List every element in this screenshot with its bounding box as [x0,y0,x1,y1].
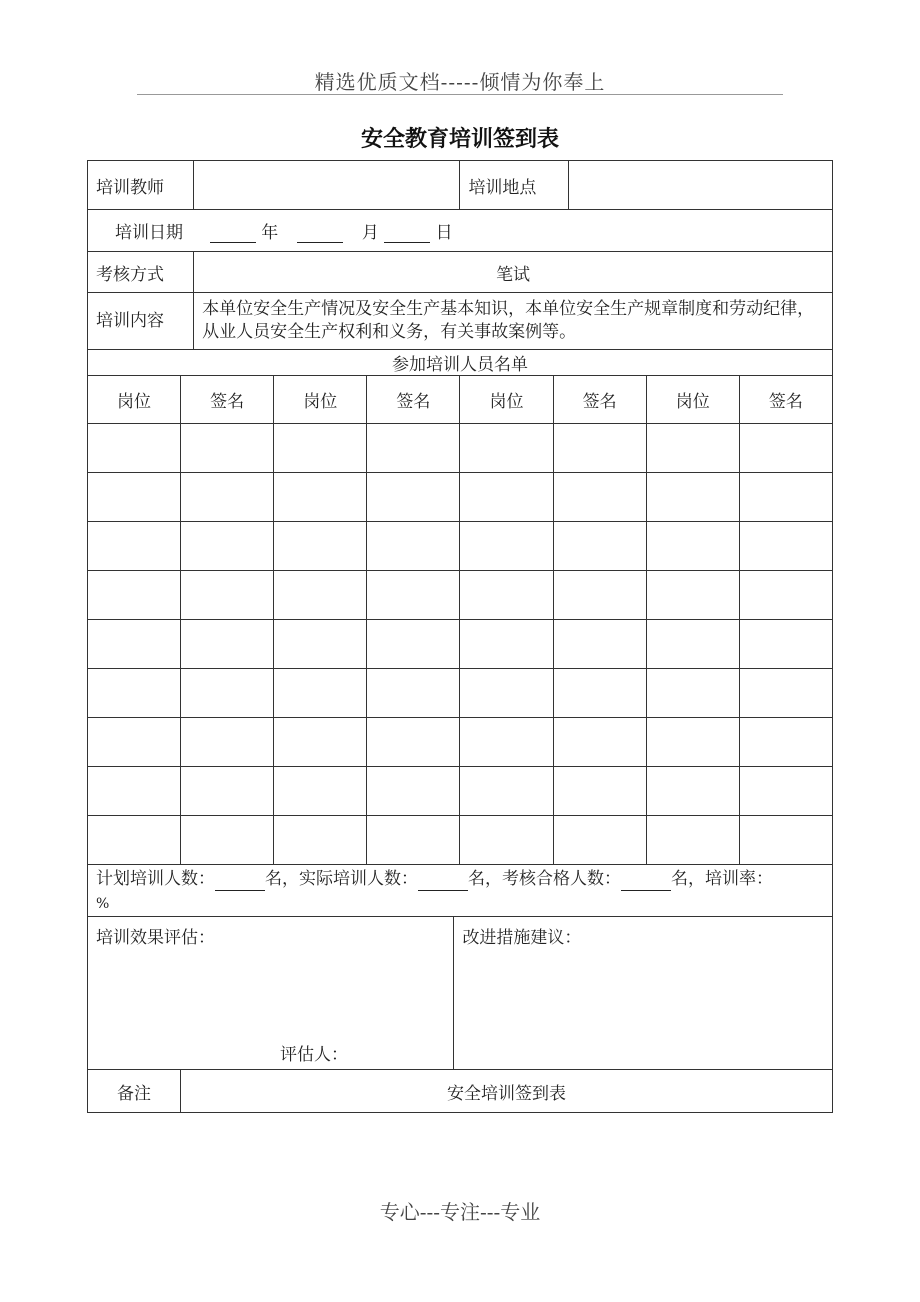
passed-count-blank[interactable] [621,872,671,891]
position-cell[interactable] [88,424,181,473]
position-cell[interactable] [88,620,181,669]
day-blank[interactable] [384,224,430,243]
position-cell[interactable] [88,767,181,816]
column-header: 岗位 [646,376,739,424]
position-cell[interactable] [646,669,739,718]
signature-cell[interactable] [181,522,274,571]
position-cell[interactable] [274,522,367,571]
position-cell[interactable] [88,473,181,522]
page-title: 安全教育培训签到表 [360,126,559,152]
signature-cell[interactable] [739,522,832,571]
position-cell[interactable] [460,571,553,620]
position-cell[interactable] [88,522,181,571]
signature-cell[interactable] [553,473,646,522]
position-cell[interactable] [88,571,181,620]
table-row [88,522,833,571]
signature-cell[interactable] [553,424,646,473]
suggestion-cell[interactable] [454,917,833,1070]
signature-cell[interactable] [739,571,832,620]
position-cell[interactable] [460,473,553,522]
signature-cell[interactable] [181,718,274,767]
remarks-label: 备注 [88,1070,181,1113]
signature-cell[interactable] [367,522,460,571]
position-cell[interactable] [460,816,553,865]
content-label: 培训内容 [88,293,194,350]
training-date-row [88,210,833,252]
actual-count-blank[interactable] [418,872,468,891]
position-cell[interactable] [460,424,553,473]
position-cell[interactable] [460,522,553,571]
page-header: 精选优质文档-----倾情为你奉上 [314,70,606,94]
signature-cell[interactable] [181,767,274,816]
evaluation-cell[interactable] [88,917,454,1070]
signature-cell[interactable] [181,424,274,473]
training-stats-row [88,865,833,917]
position-cell[interactable] [646,767,739,816]
percent-sign: % [96,896,110,912]
signature-cell[interactable] [739,767,832,816]
column-header: 岗位 [460,376,553,424]
signature-cell[interactable] [367,424,460,473]
table-row [88,571,833,620]
training-rate-label: 名，培训率： [671,869,773,889]
date-label: 培训日期 [115,223,183,243]
signature-cell[interactable] [553,767,646,816]
location-field[interactable] [568,161,832,210]
position-cell[interactable] [88,816,181,865]
column-header: 岗位 [274,376,367,424]
signature-cell[interactable] [181,473,274,522]
table-row [88,718,833,767]
signature-cell[interactable] [553,718,646,767]
participants-section-title: 参加培训人员名单 [88,350,833,376]
position-cell[interactable] [460,767,553,816]
table-row [88,767,833,816]
content-value: 本单位安全生产情况及安全生产基本知识，本单位安全生产规章制度和劳动纪律，从业人员安全生产权利和义务，有关事故案例等。 [194,293,833,350]
year-blank[interactable] [210,224,256,243]
year-label: 年 [261,223,279,243]
signature-cell[interactable] [739,718,832,767]
column-header: 签名 [367,376,460,424]
signature-cell[interactable] [739,473,832,522]
position-cell[interactable] [646,571,739,620]
signature-cell[interactable] [553,522,646,571]
signature-cell[interactable] [181,669,274,718]
signature-cell[interactable] [553,620,646,669]
position-cell[interactable] [646,522,739,571]
signature-cell[interactable] [553,816,646,865]
day-label: 日 [435,223,453,243]
position-cell[interactable] [646,816,739,865]
position-cell[interactable] [646,424,739,473]
signature-cell[interactable] [739,816,832,865]
evaluator-label: 评估人： [280,1045,348,1065]
table-row [88,620,833,669]
position-cell[interactable] [274,571,367,620]
signature-cell[interactable] [367,767,460,816]
column-header: 签名 [181,376,274,424]
actual-count-label: 名，实际培训人数： [265,869,418,889]
signature-cell[interactable] [739,669,832,718]
position-cell[interactable] [88,669,181,718]
month-label: 月 [361,223,379,243]
position-cell[interactable] [274,620,367,669]
position-cell[interactable] [646,718,739,767]
signature-cell[interactable] [553,571,646,620]
signature-cell[interactable] [181,571,274,620]
evaluation-label: 培训效果评估： [96,928,215,948]
table-row [88,816,833,865]
position-cell[interactable] [274,718,367,767]
position-cell[interactable] [460,718,553,767]
remarks-value: 安全培训签到表 [181,1070,833,1113]
exam-method-value: 笔试 [194,252,833,293]
month-blank[interactable] [297,224,343,243]
signature-cell[interactable] [367,816,460,865]
column-header: 岗位 [88,376,181,424]
teacher-field[interactable] [194,161,460,210]
column-header: 签名 [553,376,646,424]
position-cell[interactable] [274,767,367,816]
planned-count-label: 计划培训人数： [96,869,215,889]
position-cell[interactable] [646,620,739,669]
signature-cell[interactable] [367,718,460,767]
position-cell[interactable] [460,620,553,669]
signature-cell[interactable] [739,424,832,473]
signature-cell[interactable] [367,571,460,620]
position-cell[interactable] [646,473,739,522]
signature-cell[interactable] [181,816,274,865]
location-label: 培训地点 [460,161,568,210]
signature-cell[interactable] [367,473,460,522]
signature-cell[interactable] [739,620,832,669]
signature-cell[interactable] [181,620,274,669]
planned-count-blank[interactable] [215,872,265,891]
suggestion-label: 改进措施建议： [462,928,582,948]
signature-cell[interactable] [367,620,460,669]
table-row [88,424,833,473]
header-divider [137,94,783,95]
signature-cell[interactable] [553,669,646,718]
signin-form-table [87,160,833,1113]
teacher-label: 培训教师 [88,161,194,210]
exam-method-label: 考核方式 [88,252,194,293]
column-header: 签名 [739,376,832,424]
position-cell[interactable] [274,816,367,865]
passed-count-label: 名，考核合格人数： [468,869,621,889]
page-footer: 专心---专注---专业 [379,1200,541,1224]
table-row [88,473,833,522]
signature-cell[interactable] [367,669,460,718]
position-cell[interactable] [460,669,553,718]
position-cell[interactable] [274,669,367,718]
position-cell[interactable] [274,473,367,522]
position-cell[interactable] [88,718,181,767]
table-row [88,669,833,718]
position-cell[interactable] [274,424,367,473]
